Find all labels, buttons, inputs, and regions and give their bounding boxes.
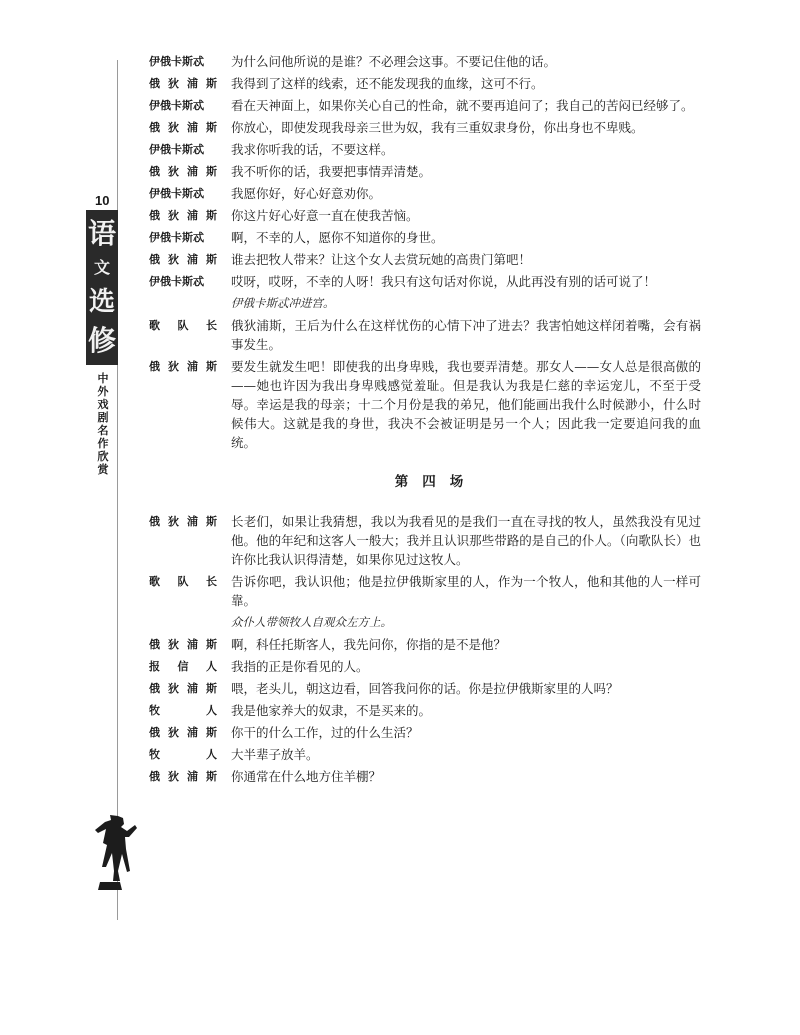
dialogue-line [149, 572, 709, 610]
speech-text: 喂，老头儿，朝这边看，回答我问你的话。你是拉伊俄斯家里的人吗？ [231, 681, 619, 696]
speaker-name: 伊俄卡斯忒 [149, 99, 204, 112]
speech-text: 为什么问他所说的是谁？不必理会这事。不要记住他的话。 [231, 54, 557, 69]
dialogue-line [149, 118, 709, 137]
speaker-name: 俄 狄 浦 斯 [149, 165, 217, 178]
scene-heading: 第四场 [394, 474, 478, 490]
speech-text: 看在天神面上，如果你关心自己的性命，就不要再追问了；我自己的苦闷已经够了。 [231, 98, 694, 113]
speaker-name: 伊俄卡斯忒 [149, 187, 204, 200]
margin-rule [117, 60, 118, 920]
dialogue-line [149, 140, 709, 159]
dialogue-line [149, 228, 709, 247]
speech-text: 我指的正是你看见的人。 [231, 659, 369, 674]
series-title-band [86, 210, 118, 365]
dialogue-line [149, 767, 709, 786]
dialogue-line [149, 162, 709, 181]
dialogue-line [149, 357, 709, 452]
dialogue-line [149, 657, 709, 676]
speaker-name: 歌 队 长 [149, 575, 217, 588]
speaker-name: 俄 狄 浦 斯 [149, 770, 217, 783]
speaker-name: 俄 狄 浦 斯 [149, 682, 217, 695]
speech-text: 你干的什么工作，过的什么生活？ [231, 725, 419, 740]
speech-text: 哎呀，哎呀，不幸的人呀！我只有这句话对你说，从此再没有别的话可说了！ [231, 274, 657, 289]
dialogue-section [149, 52, 709, 452]
speech-text: 你放心，即使发现我母亲三世为奴，我有三重奴隶身份，你出身也不卑贱。 [231, 120, 644, 135]
speaker-name: 歌 队 长 [149, 319, 217, 332]
speech-text: 要发生就发生吧！即使我的出身卑贱，我也要弄清楚。那女人——女人总是很高傲的——她也许因为我出身卑贱感觉羞耻。但是我认为我是仁慈的幸运宠儿，不至于受辱。幸运是我的母亲；十二个月份是我的弟兄，他们能画出我什么时候渺小，什么时候伟大。这就是我的身世，我决不会被证明是另一个人；因此我一定要追问我的血统。 [231, 359, 701, 450]
series-title-char: 修 [87, 323, 116, 357]
dialogue-line [149, 316, 709, 354]
series-title-char: 文 [93, 258, 110, 278]
speaker-name: 报 信 人 [149, 660, 217, 673]
speaker-name: 俄 狄 浦 斯 [149, 77, 217, 90]
dialogue-line [149, 96, 709, 115]
speaker-name: 俄 狄 浦 斯 [149, 515, 217, 528]
dialogue-line [149, 272, 709, 291]
speech-text: 我求你听我的话，不要这样。 [231, 142, 394, 157]
speech-text: 告诉你吧，我认识他；他是拉伊俄斯家里的人，作为一个牧人，他和其他的人一样可靠。 [231, 574, 701, 608]
speech-text: 我不听你的话，我要把事情弄清楚。 [231, 164, 432, 179]
dialogue-line [149, 74, 709, 93]
speaker-name: 牧 人 [149, 748, 217, 761]
dialogue-line [149, 679, 709, 698]
stage-direction: 伊俄卡斯忒冲进宫。 [231, 296, 335, 310]
speech-text: 你这片好心好意一直在使我苦恼。 [231, 208, 419, 223]
warrior-figure-illustration [88, 812, 138, 898]
speech-text: 你通常在什么地方住羊棚？ [231, 769, 382, 784]
speaker-name: 伊俄卡斯忒 [149, 143, 204, 156]
speech-text: 长老们，如果让我猜想，我以为我看见的是我们一直在寻找的牧人，虽然我没有见过他。他的年纪和这客人一般大；我并且认识那些带路的是自己的仆人。（向歌队长）也许你比我认识得清楚，如果你见过这牧人。 [231, 514, 701, 567]
speech-text: 俄狄浦斯，王后为什么在这样忧伤的心情下冲了进去？我害怕她这样闭着嘴，会有祸事发生。 [231, 318, 701, 352]
play-text [149, 52, 709, 789]
dialogue-line [149, 184, 709, 203]
page-number: 10 [95, 193, 110, 208]
dialogue-line [149, 701, 709, 720]
series-title-char: 语 [87, 217, 116, 251]
speech-text: 啊，科任托斯客人，我先问你，你指的是不是他？ [231, 637, 507, 652]
speaker-name: 伊俄卡斯忒 [149, 275, 204, 288]
speech-text: 大半辈子放羊。 [231, 747, 319, 762]
dialogue-line [149, 250, 709, 269]
speaker-name: 牧 人 [149, 704, 217, 717]
speaker-name: 伊俄卡斯忒 [149, 55, 204, 68]
speaker-name: 俄 狄 浦 斯 [149, 726, 217, 739]
book-subtitle: 中外戏剧名作欣赏 [97, 372, 109, 476]
dialogue-line [149, 745, 709, 764]
stage-direction: 众仆人带领牧人自观众左方上。 [231, 615, 392, 629]
speaker-name: 俄 狄 浦 斯 [149, 121, 217, 134]
dialogue-section [149, 512, 709, 786]
speaker-name: 俄 狄 浦 斯 [149, 253, 217, 266]
dialogue-line [149, 512, 709, 569]
speech-text: 我是他家养大的奴隶，不是买来的。 [231, 703, 432, 718]
speaker-name: 俄 狄 浦 斯 [149, 209, 217, 222]
dialogue-line [149, 206, 709, 225]
dialogue-line [149, 52, 709, 71]
dialogue-line [149, 723, 709, 742]
speaker-name: 俄 狄 浦 斯 [149, 360, 217, 373]
dialogue-line [149, 635, 709, 654]
speaker-name: 伊俄卡斯忒 [149, 231, 204, 244]
speech-text: 我愿你好，好心好意劝你。 [231, 186, 382, 201]
speech-text: 我得到了这样的线索，还不能发现我的血缘，这可不行。 [231, 76, 544, 91]
speaker-name: 俄 狄 浦 斯 [149, 638, 217, 651]
speech-text: 谁去把牧人带来？让这个女人去赏玩她的高贵门第吧！ [231, 252, 532, 267]
speech-text: 啊，不幸的人，愿你不知道你的身世。 [231, 230, 444, 245]
series-title-char: 选 [88, 286, 115, 317]
